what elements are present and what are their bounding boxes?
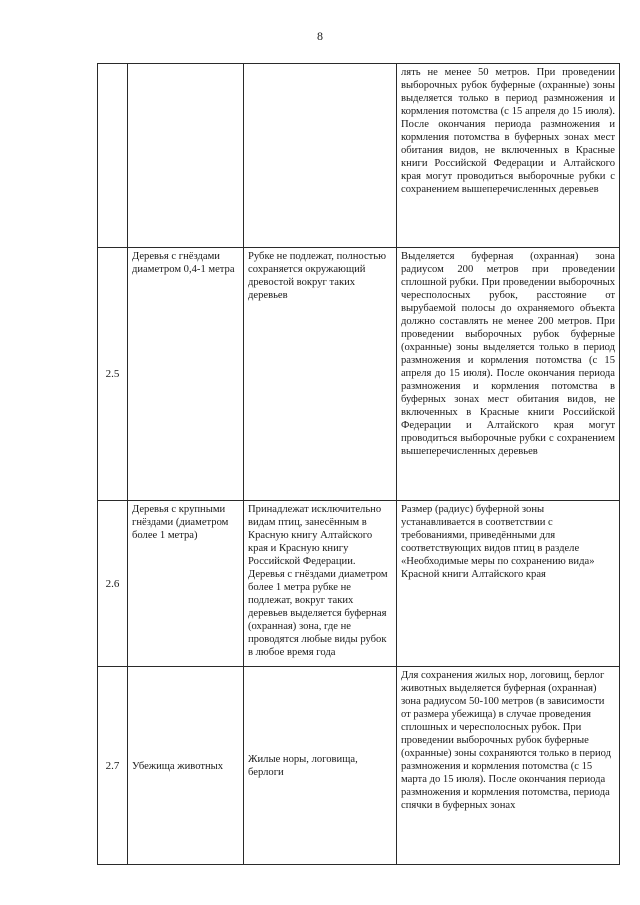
- species-protection-table: [97, 63, 620, 865]
- object-description-cell: [244, 64, 397, 248]
- row-number-cell: [98, 64, 128, 248]
- protection-requirements-cell: лять не менее 50 метров. При проведении выборочных рубок буферные (охранные) зоны выделяется только в период размножения и кормления потомства (с 15 апреля до 15 июля). После окончания периода размножения и кормления потомства в буферных зонах мест обитания видов, не включенных в Красные книги Российской Федерации и Алтайского края могут проводиться выборочные рубки с сохранением вышеперечисленных деревьев: [397, 64, 620, 248]
- table-row: [98, 501, 620, 667]
- protection-requirements-cell: Для сохранения жилых нор, логовищ, берлог животных выделяется буферная (охранная) зона радиусом 50-100 метров (в зависимости от размера убежища) в случае проведения сплошных и чересполосных рубок. При проведении выборочных рубок буферные (охранные) зоны сохраняются только в период размножения и кормления потомства (с 15 марта до 15 июля). После окончания периода размножения и кормления потомства, периода спячки в буферных зонах: [397, 667, 620, 865]
- page-number: 8: [317, 29, 323, 43]
- object-name-cell: Убежища животных: [128, 667, 244, 865]
- object-description-cell: Жилые норы, логовища, берлоги: [244, 667, 397, 865]
- protection-requirements-cell: Размер (радиус) буферной зоны устанавливается в соответствии с требованиями, приведёнными для соответствующих видов птиц в разделе «Необходимые меры по сохранению вида» Красной книги Алтайского края: [397, 501, 620, 667]
- protection-requirements-cell: Выделяется буферная (охранная) зона радиусом 200 метров при проведении сплошной рубки. При проведении выборочных чересполосных рубок, расстояние от вырубаемой полосы до охраняемого объекта должно составлять не менее 200 метров. При проведении выборочных рубок буферные (охранные) зоны выделяется только в период размножения и кормления потомства (с 15 апреля до 15 июля). После окончания периода размножения и кормления потомства в буферных зонах мест обитания видов, не включенных в Красные книги Российской Федерации и Алтайского края могут проводиться выборочные рубки с сохранением вышеперечисленных деревьев: [397, 248, 620, 501]
- table-row: [98, 64, 620, 248]
- row-number-cell: 2.5: [98, 248, 128, 501]
- object-description-cell: Принадлежат исключительно видам птиц, занесённым в Красную книгу Алтайского края и Красную книгу Российской Федерации. Деревья с гнёздами диаметром более 1 метра рубке не подлежат, вокруг таких деревьев выделяется буферная (охранная) зона, где не проводятся любые виды рубок в любое время года: [244, 501, 397, 667]
- table-row: [98, 248, 620, 501]
- object-name-cell: Деревья с крупными гнёздами (диаметром более 1 метра): [128, 501, 244, 667]
- object-name-cell: Деревья с гнёздами диаметром 0,4-1 метра: [128, 248, 244, 501]
- object-name-cell: [128, 64, 244, 248]
- table-row: [98, 667, 620, 865]
- object-description-cell: Рубке не подлежат, полностью сохраняется окружающий древостой вокруг таких деревьев: [244, 248, 397, 501]
- row-number-cell: 2.6: [98, 501, 128, 667]
- row-number-cell: 2.7: [98, 667, 128, 865]
